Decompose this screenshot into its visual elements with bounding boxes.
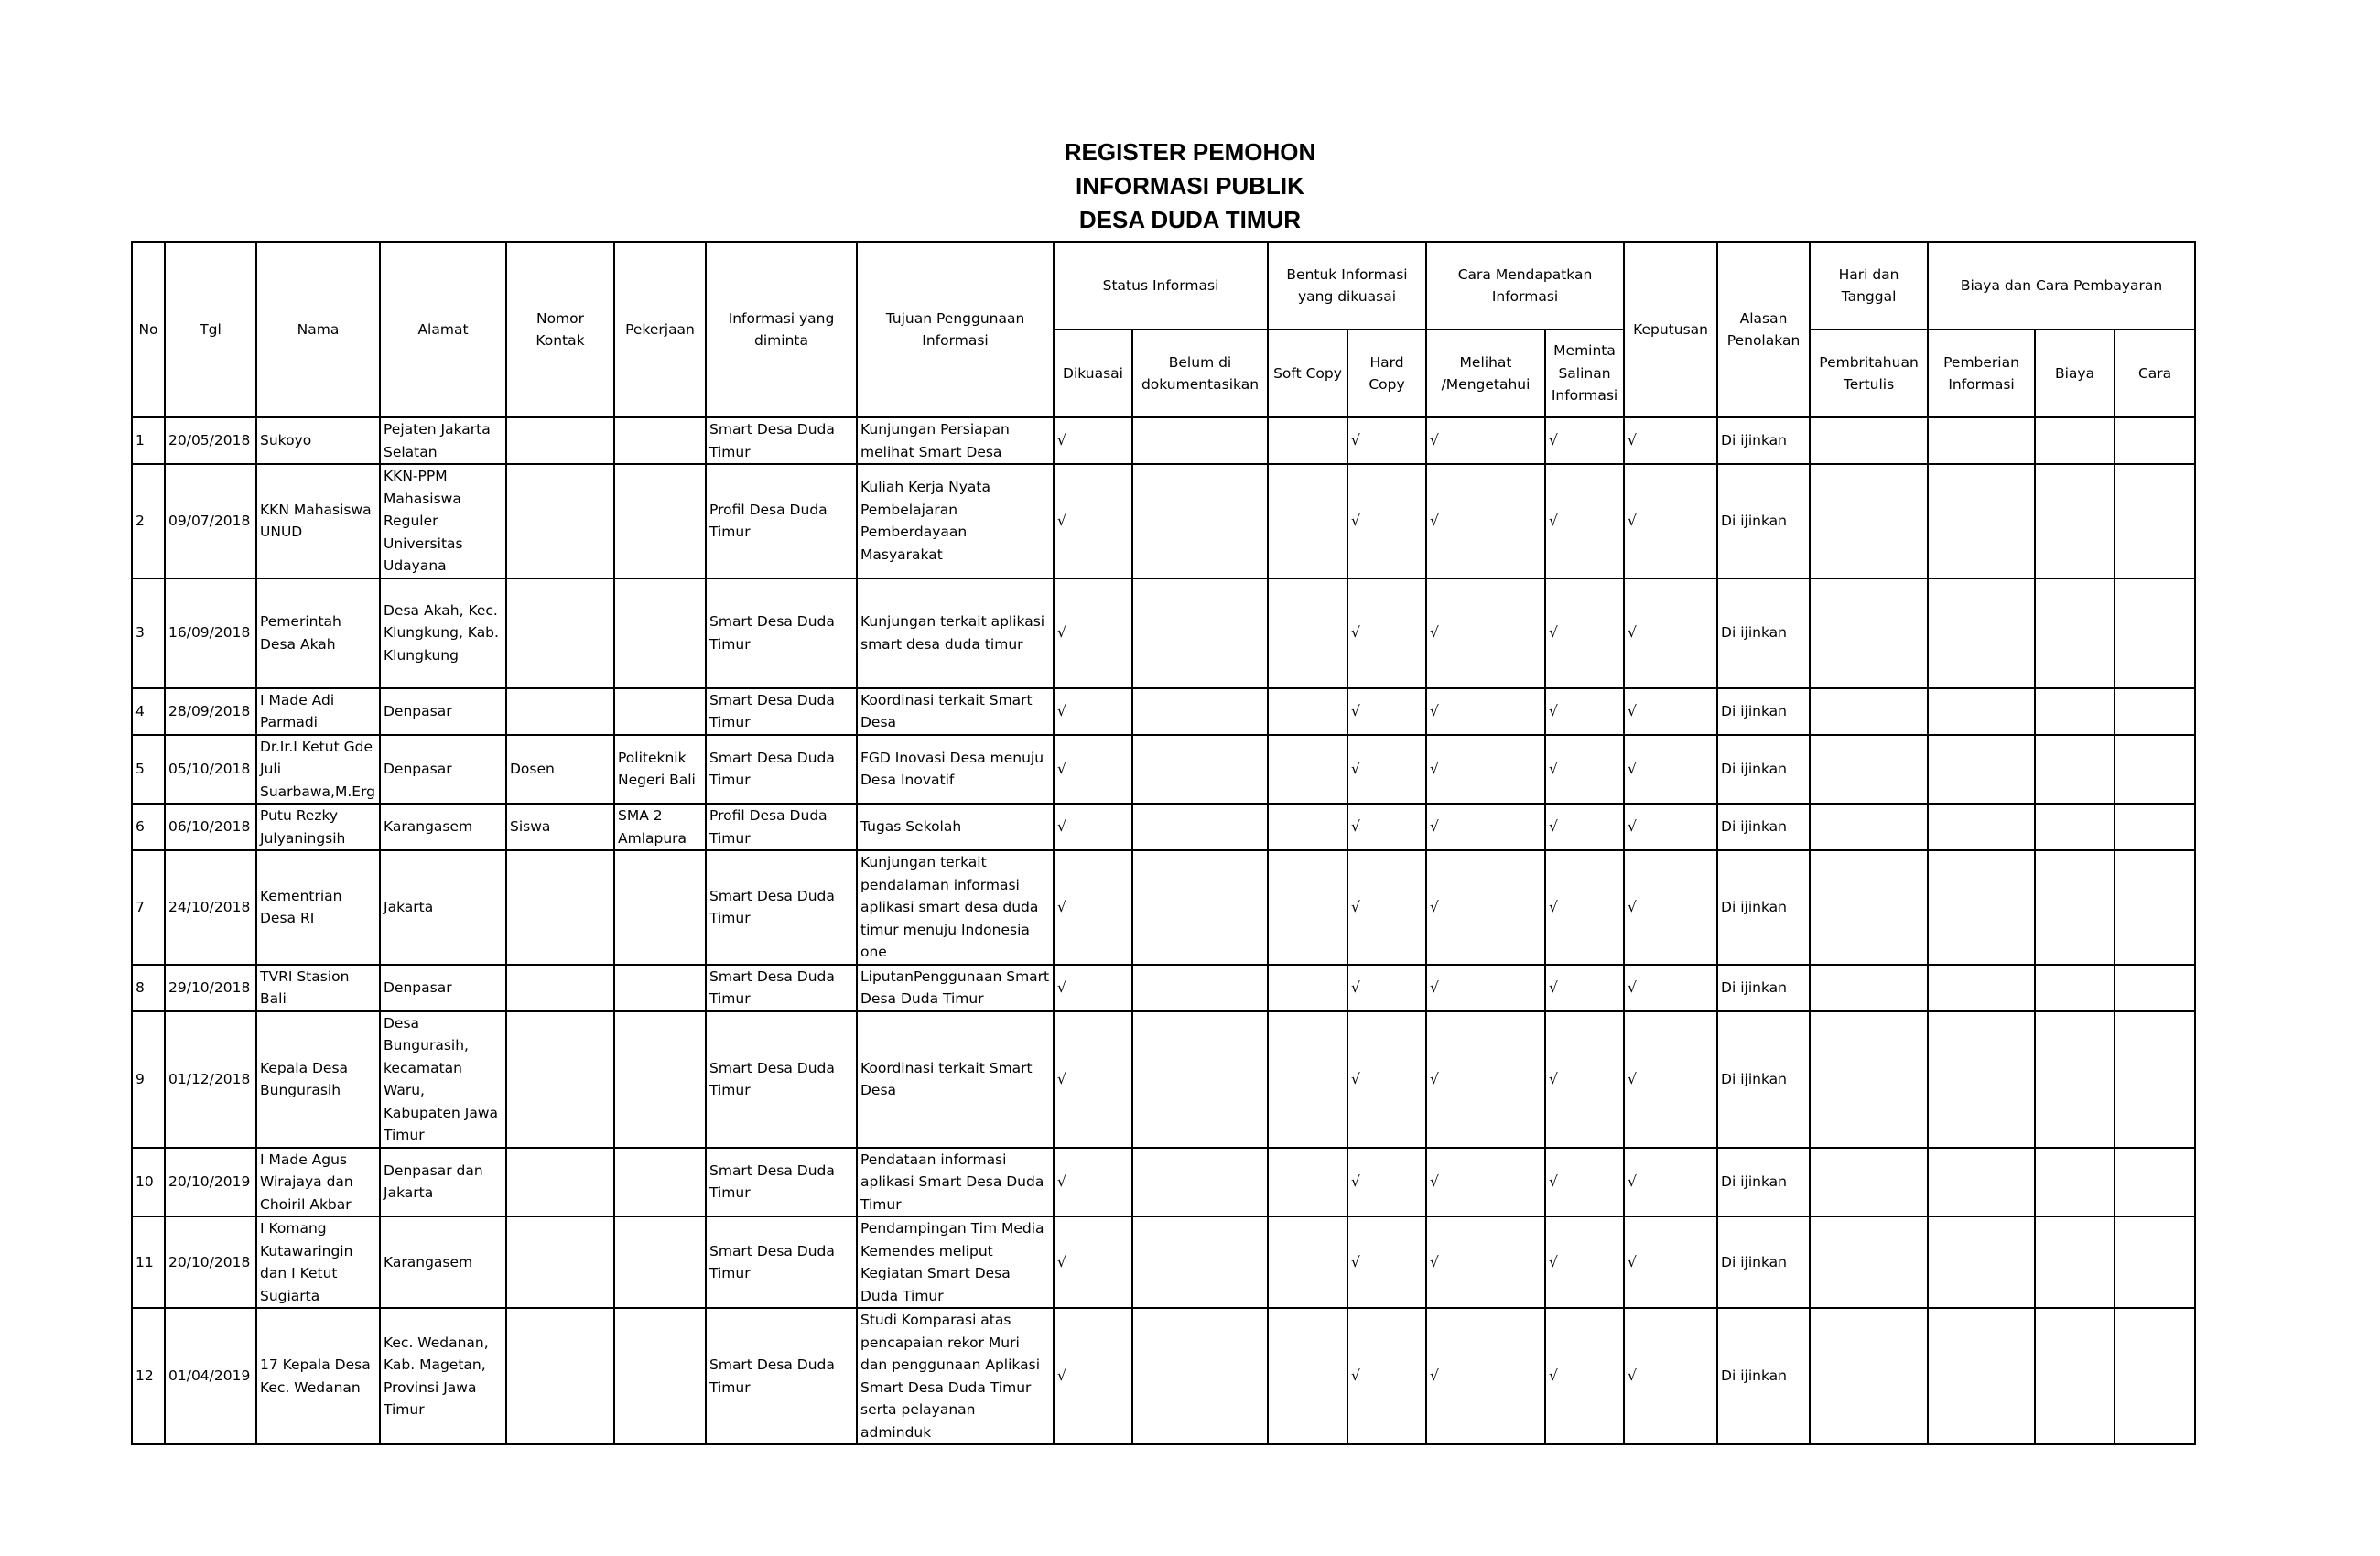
cell-pemberian-informasi	[1928, 688, 2035, 735]
cell-alasan: Di ijinkan	[1717, 1308, 1810, 1444]
cell-hard-copy-check: √	[1347, 804, 1426, 850]
cell-soft-copy	[1268, 1011, 1347, 1148]
cell-nama: Putu Rezky Julyaningsih	[256, 804, 380, 850]
cell-no: 3	[132, 578, 165, 688]
cell-nama: TVRI Stasion Bali	[256, 965, 380, 1011]
cell-keputusan-check: √	[1624, 1308, 1717, 1444]
cell-dikuasai-check: √	[1054, 850, 1132, 965]
cell-tgl: 29/10/2018	[165, 965, 256, 1011]
cell-alasan: Di ijinkan	[1717, 578, 1810, 688]
cell-biaya	[2035, 965, 2115, 1011]
cell-melihat-check: √	[1426, 1011, 1545, 1148]
cell-pemberian-informasi	[1928, 1148, 2035, 1217]
cell-soft-copy	[1268, 804, 1347, 850]
table-row	[132, 1011, 2195, 1148]
cell-biaya	[2035, 1308, 2115, 1444]
cell-biaya	[2035, 804, 2115, 850]
cell-melihat-check: √	[1426, 1216, 1545, 1308]
table-row	[132, 1216, 2195, 1308]
cell-pemberitahuan-tertulis	[1810, 688, 1928, 735]
cell-belum-didokumentasikan	[1132, 1216, 1268, 1308]
cell-belum-didokumentasikan	[1132, 1011, 1268, 1148]
cell-soft-copy	[1268, 965, 1347, 1011]
table-row	[132, 688, 2195, 735]
cell-pemberitahuan-tertulis	[1810, 1308, 1928, 1444]
cell-keputusan-check: √	[1624, 1148, 1717, 1217]
cell-melihat-check: √	[1426, 804, 1545, 850]
cell-meminta-salinan-check: √	[1545, 464, 1624, 578]
cell-cara	[2115, 1011, 2195, 1148]
cell-hard-copy-check: √	[1347, 464, 1426, 578]
title-line-1: REGISTER PEMOHON	[1064, 138, 1316, 166]
cell-tgl: 16/09/2018	[165, 578, 256, 688]
cell-keputusan-check: √	[1624, 965, 1717, 1011]
cell-belum-didokumentasikan	[1132, 965, 1268, 1011]
cell-melihat-check: √	[1426, 1308, 1545, 1444]
header-tujuan: Tujuan Penggunaan Informasi	[857, 242, 1054, 417]
cell-no: 6	[132, 804, 165, 850]
cell-pemberitahuan-tertulis	[1810, 578, 1928, 688]
cell-biaya	[2035, 1216, 2115, 1308]
register-table	[131, 241, 2196, 1445]
cell-nomor-kontak	[506, 688, 614, 735]
cell-alamat: Pejaten Jakarta Selatan	[380, 417, 506, 464]
cell-alamat: Jakarta	[380, 850, 506, 965]
cell-no: 5	[132, 735, 165, 805]
cell-keputusan-check: √	[1624, 688, 1717, 735]
table-row	[132, 417, 2195, 464]
cell-biaya	[2035, 1148, 2115, 1217]
cell-cara	[2115, 1216, 2195, 1308]
cell-dikuasai-check: √	[1054, 1011, 1132, 1148]
cell-pekerjaan	[614, 1216, 706, 1308]
header-belum-didokumentasikan: Belum di dokumentasikan	[1132, 330, 1268, 417]
cell-tujuan: LiputanPenggunaan Smart Desa Duda Timur	[857, 965, 1054, 1011]
cell-pemberitahuan-tertulis	[1810, 965, 1928, 1011]
cell-melihat-check: √	[1426, 417, 1545, 464]
cell-nama: I Komang Kutawaringin dan I Ketut Sugiarta	[256, 1216, 380, 1308]
cell-pemberian-informasi	[1928, 1011, 2035, 1148]
cell-keputusan-check: √	[1624, 464, 1717, 578]
cell-soft-copy	[1268, 688, 1347, 735]
cell-soft-copy	[1268, 850, 1347, 965]
cell-alamat: Desa Akah, Kec. Klungkung, Kab. Klungkung	[380, 578, 506, 688]
cell-pemberian-informasi	[1928, 1308, 2035, 1444]
cell-tujuan: Tugas Sekolah	[857, 804, 1054, 850]
cell-pemberitahuan-tertulis	[1810, 464, 1928, 578]
cell-tujuan: Kunjungan terkait pendalaman informasi aplikasi smart desa duda timur menuju Indonesia one	[857, 850, 1054, 965]
cell-nama: Kementrian Desa RI	[256, 850, 380, 965]
cell-tgl: 01/04/2019	[165, 1308, 256, 1444]
cell-soft-copy	[1268, 464, 1347, 578]
cell-alasan: Di ijinkan	[1717, 1011, 1810, 1148]
table-row	[132, 965, 2195, 1011]
header-no: No	[132, 242, 165, 417]
cell-tgl: 09/07/2018	[165, 464, 256, 578]
cell-pemberitahuan-tertulis	[1810, 1011, 1928, 1148]
cell-nomor-kontak	[506, 578, 614, 688]
cell-nomor-kontak	[506, 417, 614, 464]
cell-tujuan: Pendampingan Tim Media Kemendes meliput Kegiatan Smart Desa Duda Timur	[857, 1216, 1054, 1308]
cell-tgl: 20/10/2019	[165, 1148, 256, 1217]
cell-pemberian-informasi	[1928, 965, 2035, 1011]
cell-meminta-salinan-check: √	[1545, 688, 1624, 735]
cell-nama: 17 Kepala Desa Kec. Wedanan	[256, 1308, 380, 1444]
cell-belum-didokumentasikan	[1132, 735, 1268, 805]
cell-cara	[2115, 417, 2195, 464]
cell-alamat: Denpasar	[380, 688, 506, 735]
header-cara-mendapatkan: Cara Mendapatkan Informasi	[1426, 242, 1624, 330]
cell-alasan: Di ijinkan	[1717, 965, 1810, 1011]
cell-alamat: Denpasar	[380, 965, 506, 1011]
cell-alasan: Di ijinkan	[1717, 688, 1810, 735]
cell-informasi-diminta: Smart Desa Duda Timur	[706, 735, 857, 805]
cell-pekerjaan	[614, 464, 706, 578]
cell-hard-copy-check: √	[1347, 1216, 1426, 1308]
cell-soft-copy	[1268, 735, 1347, 805]
cell-no: 1	[132, 417, 165, 464]
header-informasi-diminta: Informasi yang diminta	[706, 242, 857, 417]
cell-tujuan: Koordinasi terkait Smart Desa	[857, 1011, 1054, 1148]
cell-nomor-kontak: Dosen	[506, 735, 614, 805]
cell-tgl: 28/09/2018	[165, 688, 256, 735]
cell-alamat: Karangasem	[380, 1216, 506, 1308]
cell-biaya	[2035, 850, 2115, 965]
cell-meminta-salinan-check: √	[1545, 804, 1624, 850]
cell-tujuan: Pendataan informasi aplikasi Smart Desa Duda Timur	[857, 1148, 1054, 1217]
cell-pemberian-informasi	[1928, 464, 2035, 578]
cell-tgl: 05/10/2018	[165, 735, 256, 805]
cell-nomor-kontak: Siswa	[506, 804, 614, 850]
header-melihat: Melihat /Mengetahui	[1426, 330, 1545, 417]
cell-pekerjaan	[614, 1011, 706, 1148]
cell-soft-copy	[1268, 1308, 1347, 1444]
cell-informasi-diminta: Smart Desa Duda Timur	[706, 688, 857, 735]
cell-hard-copy-check: √	[1347, 965, 1426, 1011]
cell-hard-copy-check: √	[1347, 735, 1426, 805]
cell-keputusan-check: √	[1624, 1216, 1717, 1308]
table-row	[132, 1148, 2195, 1217]
cell-no: 10	[132, 1148, 165, 1217]
cell-meminta-salinan-check: √	[1545, 1308, 1624, 1444]
cell-tgl: 01/12/2018	[165, 1011, 256, 1148]
header-tgl: Tgl	[165, 242, 256, 417]
header-pekerjaan: Pekerjaan	[614, 242, 706, 417]
cell-melihat-check: √	[1426, 464, 1545, 578]
cell-alamat: Denpasar	[380, 735, 506, 805]
cell-informasi-diminta: Profil Desa Duda Timur	[706, 804, 857, 850]
header-biaya-cara: Biaya dan Cara Pembayaran	[1928, 242, 2195, 330]
cell-pekerjaan	[614, 688, 706, 735]
cell-hard-copy-check: √	[1347, 578, 1426, 688]
cell-cara	[2115, 1308, 2195, 1444]
cell-nomor-kontak	[506, 464, 614, 578]
cell-pemberian-informasi	[1928, 850, 2035, 965]
cell-informasi-diminta: Smart Desa Duda Timur	[706, 1148, 857, 1217]
cell-nomor-kontak	[506, 850, 614, 965]
cell-cara	[2115, 735, 2195, 805]
cell-soft-copy	[1268, 578, 1347, 688]
cell-pekerjaan	[614, 578, 706, 688]
cell-meminta-salinan-check: √	[1545, 965, 1624, 1011]
table-row	[132, 578, 2195, 688]
cell-melihat-check: √	[1426, 965, 1545, 1011]
cell-alamat: Karangasem	[380, 804, 506, 850]
cell-alasan: Di ijinkan	[1717, 804, 1810, 850]
cell-alasan: Di ijinkan	[1717, 1216, 1810, 1308]
cell-nomor-kontak	[506, 1216, 614, 1308]
header-hard-copy: Hard Copy	[1347, 330, 1426, 417]
cell-informasi-diminta: Smart Desa Duda Timur	[706, 1011, 857, 1148]
cell-pemberian-informasi	[1928, 578, 2035, 688]
cell-keputusan-check: √	[1624, 735, 1717, 805]
cell-pemberian-informasi	[1928, 804, 2035, 850]
cell-hard-copy-check: √	[1347, 1148, 1426, 1217]
cell-belum-didokumentasikan	[1132, 1308, 1268, 1444]
cell-tujuan: FGD Inovasi Desa menuju Desa Inovatif	[857, 735, 1054, 805]
cell-soft-copy	[1268, 1216, 1347, 1308]
cell-belum-didokumentasikan	[1132, 417, 1268, 464]
table-row	[132, 735, 2195, 805]
cell-hard-copy-check: √	[1347, 688, 1426, 735]
cell-meminta-salinan-check: √	[1545, 1011, 1624, 1148]
cell-pemberitahuan-tertulis	[1810, 850, 1928, 965]
cell-hard-copy-check: √	[1347, 850, 1426, 965]
cell-alasan: Di ijinkan	[1717, 850, 1810, 965]
cell-pekerjaan	[614, 965, 706, 1011]
cell-cara	[2115, 850, 2195, 965]
cell-cara	[2115, 688, 2195, 735]
title-line-3: DESA DUDA TIMUR	[1078, 206, 1302, 233]
cell-cara	[2115, 464, 2195, 578]
cell-cara	[2115, 804, 2195, 850]
cell-nomor-kontak	[506, 1148, 614, 1217]
cell-soft-copy	[1268, 1148, 1347, 1217]
cell-melihat-check: √	[1426, 1148, 1545, 1217]
cell-nama: Sukoyo	[256, 417, 380, 464]
cell-pekerjaan	[614, 1308, 706, 1444]
header-nomor-kontak: Nomor Kontak	[506, 242, 614, 417]
cell-pemberian-informasi	[1928, 417, 2035, 464]
cell-biaya	[2035, 735, 2115, 805]
header-alasan-penolakan: Alasan Penolakan	[1717, 242, 1810, 417]
cell-belum-didokumentasikan	[1132, 804, 1268, 850]
header-dikuasai: Dikuasai	[1054, 330, 1132, 417]
cell-tujuan: Koordinasi terkait Smart Desa	[857, 688, 1054, 735]
cell-no: 4	[132, 688, 165, 735]
header-status-informasi: Status Informasi	[1054, 242, 1268, 330]
cell-no: 9	[132, 1011, 165, 1148]
cell-biaya	[2035, 464, 2115, 578]
cell-no: 2	[132, 464, 165, 578]
cell-dikuasai-check: √	[1054, 965, 1132, 1011]
cell-dikuasai-check: √	[1054, 417, 1132, 464]
cell-informasi-diminta: Smart Desa Duda Timur	[706, 578, 857, 688]
table-body	[132, 417, 2195, 1444]
cell-alasan: Di ijinkan	[1717, 464, 1810, 578]
cell-pekerjaan	[614, 850, 706, 965]
cell-alasan: Di ijinkan	[1717, 1148, 1810, 1217]
cell-no: 8	[132, 965, 165, 1011]
header-biaya: Biaya	[2035, 330, 2115, 417]
cell-pemberian-informasi	[1928, 735, 2035, 805]
cell-keputusan-check: √	[1624, 850, 1717, 965]
cell-no: 12	[132, 1308, 165, 1444]
cell-keputusan-check: √	[1624, 417, 1717, 464]
cell-tgl: 20/10/2018	[165, 1216, 256, 1308]
cell-biaya	[2035, 1011, 2115, 1148]
cell-tgl: 20/05/2018	[165, 417, 256, 464]
cell-meminta-salinan-check: √	[1545, 735, 1624, 805]
cell-pekerjaan: Politeknik Negeri Bali	[614, 735, 706, 805]
cell-meminta-salinan-check: √	[1545, 850, 1624, 965]
cell-pemberitahuan-tertulis	[1810, 1216, 1928, 1308]
header-hari-tanggal: Hari dan Tanggal	[1810, 242, 1928, 330]
cell-tgl: 24/10/2018	[165, 850, 256, 965]
cell-no: 7	[132, 850, 165, 965]
cell-pekerjaan	[614, 417, 706, 464]
cell-hard-copy-check: √	[1347, 417, 1426, 464]
header-keputusan: Keputusan	[1624, 242, 1717, 417]
header-cara: Cara	[2115, 330, 2195, 417]
cell-nama: Dr.Ir.I Ketut Gde Juli Suarbawa,M.Erg	[256, 735, 380, 805]
cell-nama: KKN Mahasiswa UNUD	[256, 464, 380, 578]
table-row	[132, 804, 2195, 850]
cell-pemberitahuan-tertulis	[1810, 1148, 1928, 1217]
cell-keputusan-check: √	[1624, 804, 1717, 850]
cell-informasi-diminta: Smart Desa Duda Timur	[706, 850, 857, 965]
cell-belum-didokumentasikan	[1132, 688, 1268, 735]
cell-pekerjaan	[614, 1148, 706, 1217]
cell-tgl: 06/10/2018	[165, 804, 256, 850]
cell-dikuasai-check: √	[1054, 1148, 1132, 1217]
cell-tujuan: Kuliah Kerja Nyata Pembelajaran Pemberdayaan Masyarakat	[857, 464, 1054, 578]
cell-biaya	[2035, 417, 2115, 464]
document-title	[0, 135, 2380, 237]
header-soft-copy: Soft Copy	[1268, 330, 1347, 417]
cell-informasi-diminta: Smart Desa Duda Timur	[706, 1308, 857, 1444]
cell-meminta-salinan-check: √	[1545, 417, 1624, 464]
cell-meminta-salinan-check: √	[1545, 1148, 1624, 1217]
cell-dikuasai-check: √	[1054, 735, 1132, 805]
cell-melihat-check: √	[1426, 578, 1545, 688]
cell-tujuan: Studi Komparasi atas pencapaian rekor Muri dan penggunaan Aplikasi Smart Desa Duda Timur serta pelayanan adminduk	[857, 1308, 1054, 1444]
cell-nama: I Made Agus Wirajaya dan Choiril Akbar	[256, 1148, 380, 1217]
header-alamat: Alamat	[380, 242, 506, 417]
cell-meminta-salinan-check: √	[1545, 1216, 1624, 1308]
cell-belum-didokumentasikan	[1132, 578, 1268, 688]
cell-nomor-kontak	[506, 965, 614, 1011]
cell-nama: Pemerintah Desa Akah	[256, 578, 380, 688]
cell-nomor-kontak	[506, 1011, 614, 1148]
cell-informasi-diminta: Smart Desa Duda Timur	[706, 965, 857, 1011]
cell-cara	[2115, 578, 2195, 688]
cell-dikuasai-check: √	[1054, 688, 1132, 735]
header-pemberian-informasi: Pemberian Informasi	[1928, 330, 2035, 417]
cell-soft-copy	[1268, 417, 1347, 464]
table-row	[132, 1308, 2195, 1444]
cell-informasi-diminta: Smart Desa Duda Timur	[706, 417, 857, 464]
cell-nama: I Made Adi Parmadi	[256, 688, 380, 735]
cell-tujuan: Kunjungan Persiapan melihat Smart Desa	[857, 417, 1054, 464]
cell-pemberian-informasi	[1928, 1216, 2035, 1308]
cell-tujuan: Kunjungan terkait aplikasi smart desa duda timur	[857, 578, 1054, 688]
cell-belum-didokumentasikan	[1132, 1148, 1268, 1217]
cell-dikuasai-check: √	[1054, 804, 1132, 850]
cell-nomor-kontak	[506, 1308, 614, 1444]
cell-biaya	[2035, 688, 2115, 735]
header-pemberitahuan-tertulis: Pembritahuan Tertulis	[1810, 330, 1928, 417]
cell-hard-copy-check: √	[1347, 1308, 1426, 1444]
cell-keputusan-check: √	[1624, 1011, 1717, 1148]
cell-pemberitahuan-tertulis	[1810, 735, 1928, 805]
cell-keputusan-check: √	[1624, 578, 1717, 688]
cell-belum-didokumentasikan	[1132, 464, 1268, 578]
cell-no: 11	[132, 1216, 165, 1308]
cell-dikuasai-check: √	[1054, 578, 1132, 688]
cell-cara	[2115, 965, 2195, 1011]
cell-cara	[2115, 1148, 2195, 1217]
cell-alasan: Di ijinkan	[1717, 417, 1810, 464]
cell-alasan: Di ijinkan	[1717, 735, 1810, 805]
cell-informasi-diminta: Profil Desa Duda Timur	[706, 464, 857, 578]
cell-dikuasai-check: √	[1054, 1216, 1132, 1308]
cell-dikuasai-check: √	[1054, 1308, 1132, 1444]
cell-nama: Kepala Desa Bungurasih	[256, 1011, 380, 1148]
header-bentuk-informasi: Bentuk Informasi yang dikuasai	[1268, 242, 1426, 330]
cell-meminta-salinan-check: √	[1545, 578, 1624, 688]
cell-belum-didokumentasikan	[1132, 850, 1268, 965]
cell-pemberitahuan-tertulis	[1810, 804, 1928, 850]
cell-dikuasai-check: √	[1054, 464, 1132, 578]
header-meminta-salinan: Meminta Salinan Informasi	[1545, 330, 1624, 417]
cell-biaya	[2035, 578, 2115, 688]
cell-alamat: Kec. Wedanan, Kab. Magetan, Provinsi Jawa Timur	[380, 1308, 506, 1444]
table-row	[132, 850, 2195, 965]
cell-alamat: KKN-PPM Mahasiswa Reguler Universitas Udayana	[380, 464, 506, 578]
cell-alamat: Denpasar dan Jakarta	[380, 1148, 506, 1217]
cell-pemberitahuan-tertulis	[1810, 417, 1928, 464]
cell-melihat-check: √	[1426, 688, 1545, 735]
cell-melihat-check: √	[1426, 735, 1545, 805]
cell-hard-copy-check: √	[1347, 1011, 1426, 1148]
title-line-2: INFORMASI PUBLIK	[1076, 172, 1304, 200]
header-nama: Nama	[256, 242, 380, 417]
cell-pekerjaan: SMA 2 Amlapura	[614, 804, 706, 850]
table-row	[132, 464, 2195, 578]
cell-informasi-diminta: Smart Desa Duda Timur	[706, 1216, 857, 1308]
cell-alamat: Desa Bungurasih, kecamatan Waru, Kabupaten Jawa Timur	[380, 1011, 506, 1148]
cell-melihat-check: √	[1426, 850, 1545, 965]
